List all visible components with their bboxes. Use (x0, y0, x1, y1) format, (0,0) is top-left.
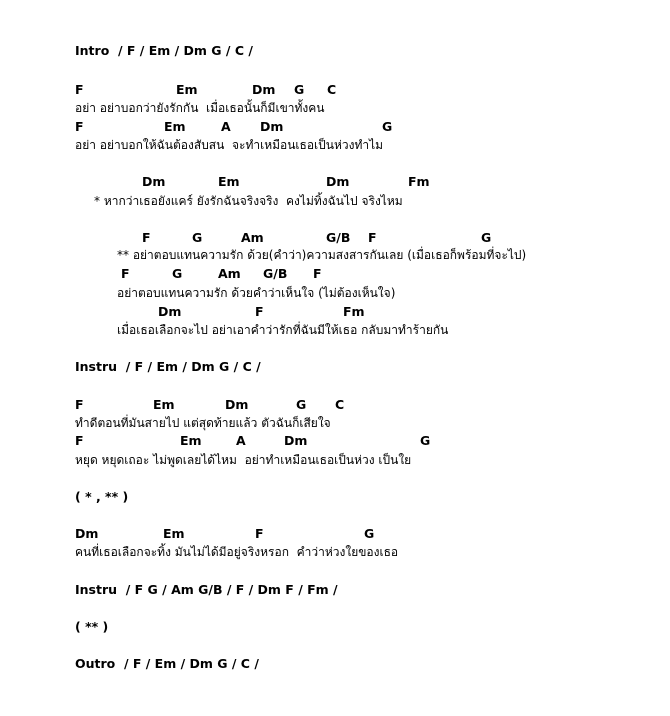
chord: G (192, 230, 203, 245)
chord: Em (176, 82, 198, 97)
chord: C (327, 82, 337, 97)
chord: F (313, 266, 322, 281)
lyric-line: เมื่อเธอเลือกจะไป อย่าเอาคำว่ารักที่ฉันมีให้เธอ กลับมาทำร้ายกัน (117, 323, 449, 337)
chord: Em (163, 526, 185, 541)
repeat-line: ( ** ) (75, 619, 109, 634)
chord: F (368, 230, 377, 245)
intro-line: Intro / F / Em / Dm G / C / (75, 43, 253, 58)
chord: Em (180, 433, 202, 448)
chord: Em (164, 119, 186, 134)
chord-row (0, 304, 670, 320)
chord-row (0, 230, 670, 246)
repeat-line: ( * , ** ) (75, 489, 129, 504)
chord: F (75, 433, 84, 448)
chord: G (481, 230, 492, 245)
chord: G (296, 397, 307, 412)
chord: G/B (326, 230, 351, 245)
instru-line: Instru / F / Em / Dm G / C / (75, 359, 261, 374)
chord: G/B (263, 266, 288, 281)
chord: Am (241, 230, 264, 245)
chord: F (142, 230, 151, 245)
chord: G (294, 82, 305, 97)
chord: Fm (408, 174, 430, 189)
chord: C (335, 397, 345, 412)
chord: F (255, 526, 264, 541)
lyric-line: อย่าตอบแทนความรัก ด้วยคำว่าเห็นใจ (ไม่ต้องเห็นใจ) (117, 286, 396, 300)
chord: F (121, 266, 130, 281)
lyric-line: * หากว่าเธอยังแคร์ ยังรักฉันจริงจริง คงไม่ทิ้งฉันไป จริงไหม (94, 194, 403, 208)
chord: Dm (260, 119, 284, 134)
lyric-line: คนที่เธอเลือกจะทิ้ง มันไม่ได้มีอยู่จริงหรอก คำว่าห่วงใยของเธอ (75, 545, 399, 559)
chord-row (0, 119, 670, 135)
chord: Dm (225, 397, 249, 412)
chord: Dm (142, 174, 166, 189)
chord: Em (153, 397, 175, 412)
chord: G (382, 119, 393, 134)
chord: Dm (158, 304, 182, 319)
lyric-line: หยุด หยุดเถอะ ไม่พูดเลยได้ไหม อย่าทำเหมือนเธอเป็นห่วง เป็นใย (75, 453, 412, 467)
chord: F (75, 397, 84, 412)
chord: Fm (343, 304, 365, 319)
chord: G (364, 526, 375, 541)
chord-row (0, 433, 670, 449)
chord: Dm (252, 82, 276, 97)
lyric-line: ** อย่าตอบแทนความรัก ด้วย(คำว่า)ความสงสารกันเลย (เมื่อเธอก็พร้อมที่จะไป) (117, 248, 527, 262)
chord: Dm (284, 433, 308, 448)
chord-row (0, 266, 670, 282)
chord-row (0, 526, 670, 542)
chord: F (255, 304, 264, 319)
chord-row (0, 82, 670, 98)
chord: Am (218, 266, 241, 281)
chord: Dm (75, 526, 99, 541)
chord: F (75, 82, 84, 97)
chord: Dm (326, 174, 350, 189)
lyric-line: อย่า อย่าบอกว่ายังรักกัน เมื่อเธอนั้นก็มีเขาทั้งคน (75, 101, 325, 115)
chord: A (221, 119, 231, 134)
chord: A (236, 433, 246, 448)
chord: G (172, 266, 183, 281)
chord-row (0, 397, 670, 413)
chord: Em (218, 174, 240, 189)
chord-row (0, 174, 670, 190)
chord: F (75, 119, 84, 134)
instru-line: Instru / F G / Am G/B / F / Dm F / Fm / (75, 582, 338, 597)
lyric-line: อย่า อย่าบอกให้ฉันต้องสับสน จะทำเหมือนเธอเป็นห่วงทำไม (75, 138, 384, 152)
outro-line: Outro / F / Em / Dm G / C / (75, 656, 259, 671)
chord: G (420, 433, 431, 448)
lyric-line: ทำดีตอนที่มันสายไป แต่สุดท้ายแล้ว ตัวฉันก็เสียใจ (75, 416, 331, 430)
